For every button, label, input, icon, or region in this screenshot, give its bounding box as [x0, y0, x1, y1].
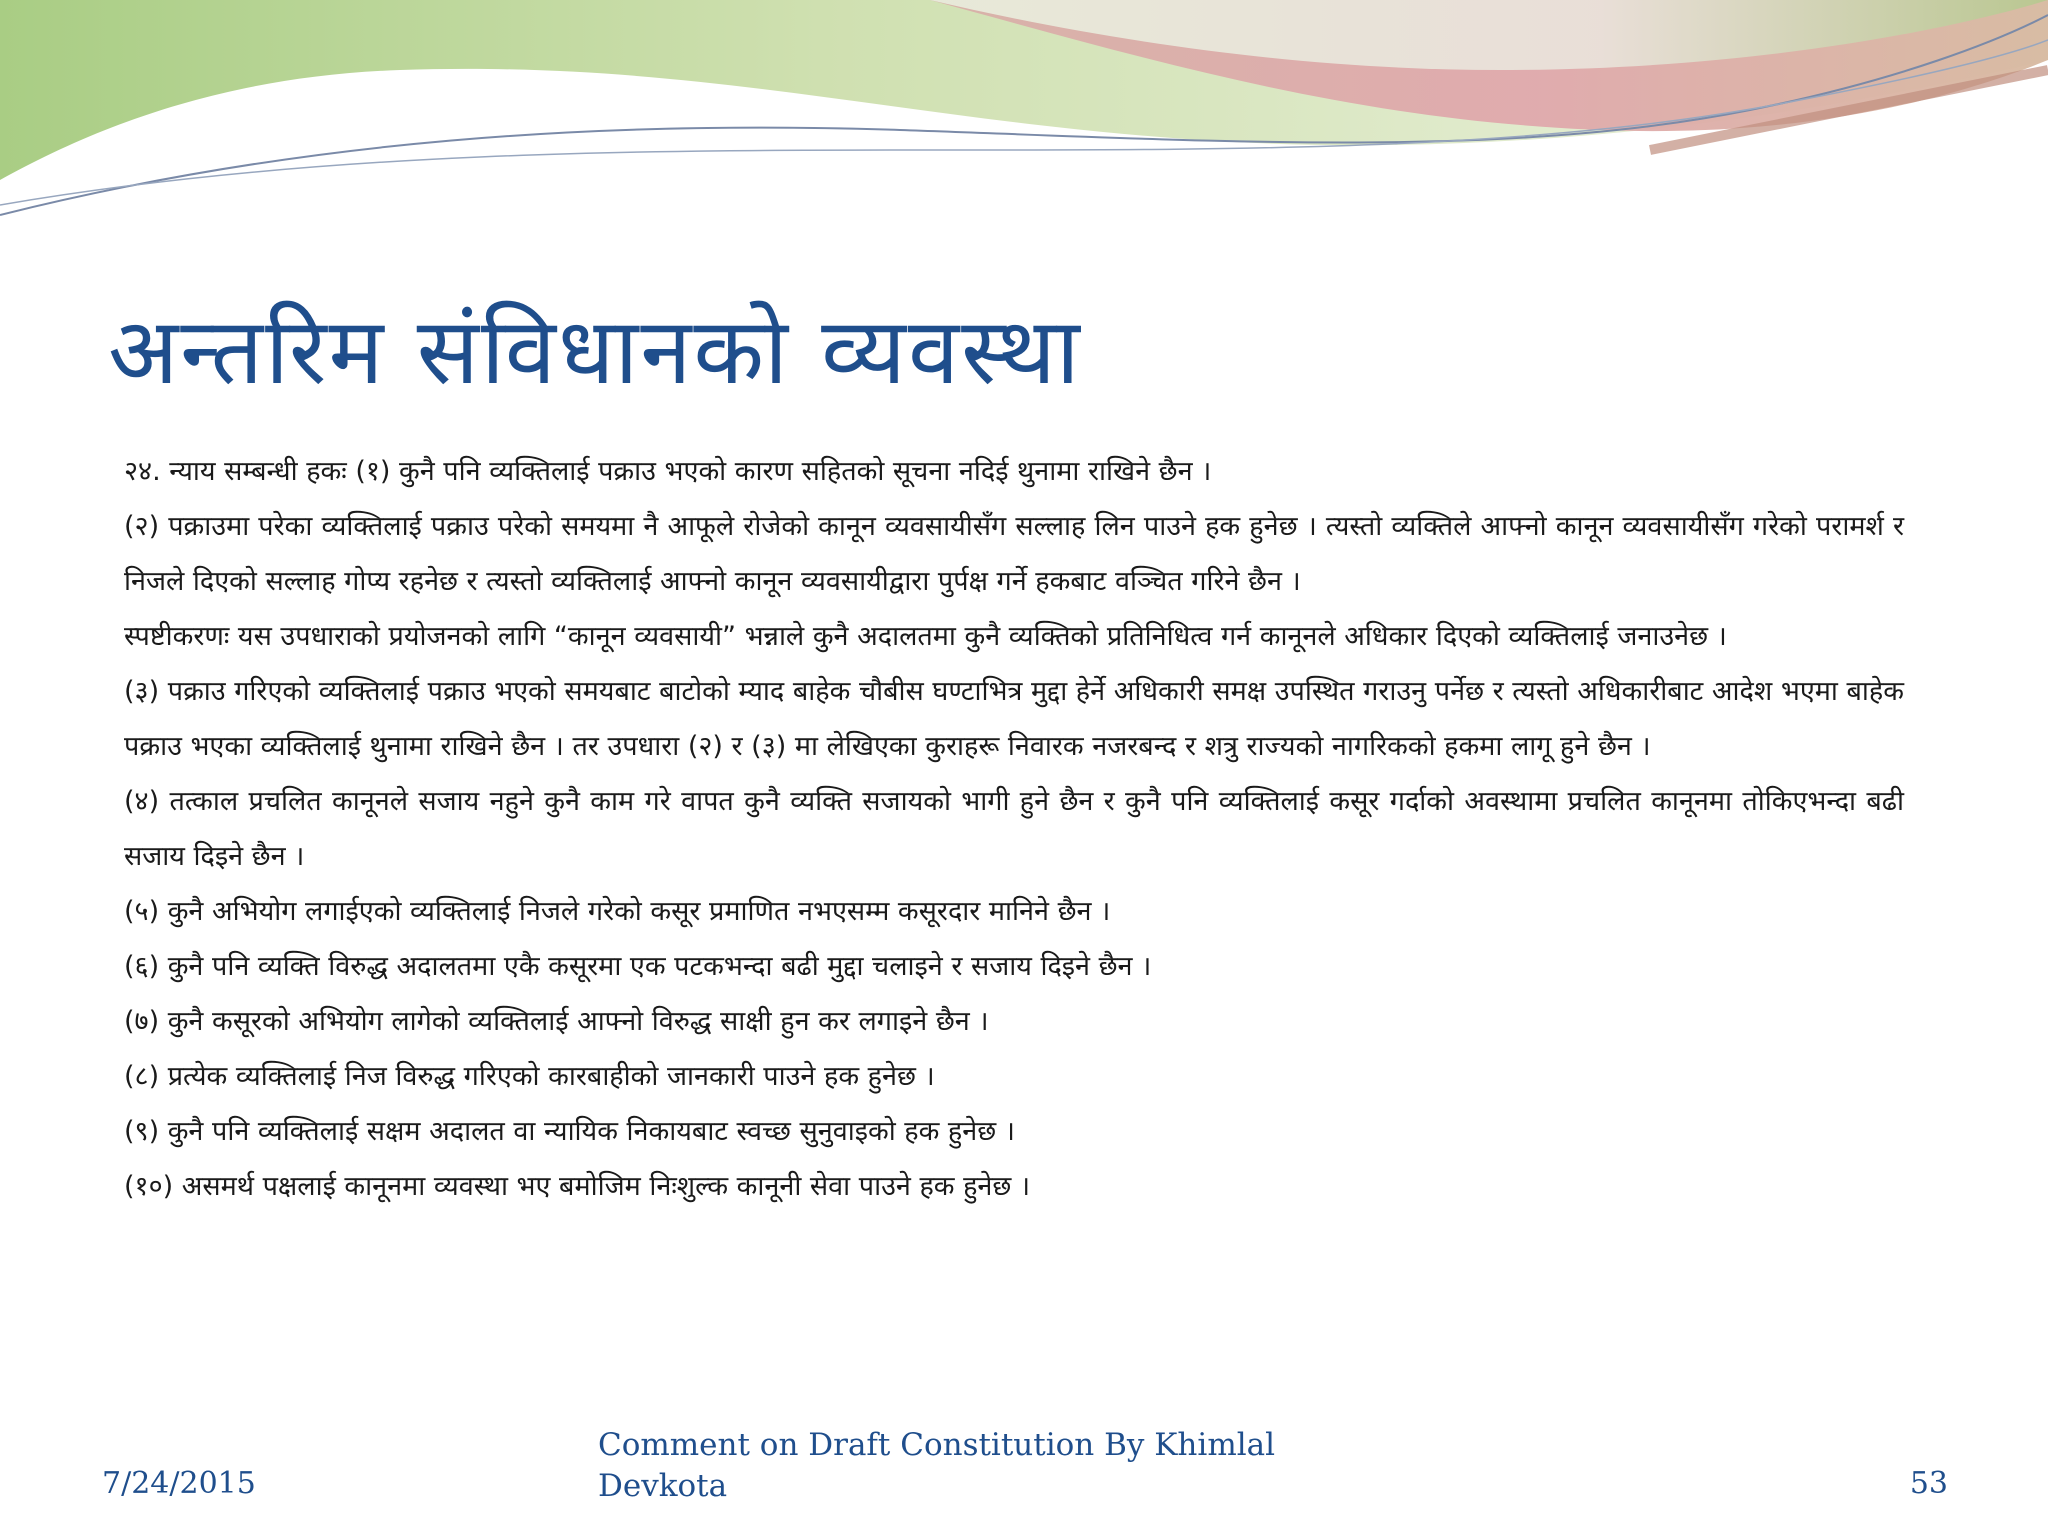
paragraph-clause-8: (८) प्रत्येक व्यक्तिलाई निज विरुद्ध गरिएको कारबाहीको जानकारी पाउने हक हुनेछ ।	[124, 1061, 935, 1092]
paragraph-clause-7: (७) कुनै कसूरको अभियोग लागेको व्यक्तिलाई आफ्नो विरुद्ध साक्षी हुन कर लगाइने छैन ।	[124, 1006, 989, 1037]
paragraph-clause-2: (२) पक्राउमा परेका व्यक्तिलाई पक्राउ परेको समयमा नै आफूले रोजेको कानून व्यवसायीसँग सल्लाह लिन पाउने हक हुनेछ । त्यस्तो व्यक्तिले आफ्नो कानून व्यवसायीसँग गरेको परामर्श र निजले दिएको सल्लाह गोप्य रहनेछ र त्यस्तो व्यक्तिलाई आफ्नो कानून व्यवसायीद्वारा पुर्पक्ष गर्ने हकबाट वञ्चित गरिने छैन ।	[124, 511, 1904, 597]
paragraph-clause-10: (१०) असमर्थ पक्षलाई कानूनमा व्यवस्था भए बमोजिम निःशुल्क कानूनी सेवा पाउने हक हुनेछ ।	[124, 1171, 1031, 1202]
paragraph-clause-9: (९) कुनै पनि व्यक्तिलाई सक्षम अदालत वा न्यायिक निकायबाट स्वच्छ सुनुवाइको हक हुनेछ ।	[124, 1116, 1015, 1147]
paragraph-clause-4: (४) तत्काल प्रचलित कानूनले सजाय नहुने कुनै काम गरे वापत कुनै व्यक्ति सजायको भागी हुने छैन र कुनै पनि व्यक्तिलाई कसूर गर्दाको अवस्थामा प्रचलित कानूनमा तोकिएभन्दा बढी सजाय दिइने छैन ।	[124, 786, 1904, 872]
decorative-wave-banner	[0, 0, 2048, 240]
paragraph-clause-5: (५) कुनै अभियोग लगाईएको व्यक्तिलाई निजले गरेको कसूर प्रमाणित नभएसम्म कसूरदार मानिने छैन ।	[124, 896, 1111, 927]
footer-date: 7/24/2015	[102, 1466, 256, 1501]
footer-credit: Comment on Draft Constitution By Khimlal Devkota	[598, 1427, 1276, 1504]
paragraph-article-24-1: २४. न्याय सम्बन्धी हकः (१) कुनै पनि व्यक्तिलाई पक्राउ भएको कारण सहितको सूचना नदिई थुनामा राखिने छैन ।	[124, 456, 1212, 487]
slide-title: अन्तरिम संविधानको व्यवस्था	[108, 298, 1082, 405]
paragraph-clause-3: (३) पक्राउ गरिएको व्यक्तिलाई पक्राउ भएको समयबाट बाटोको म्याद बाहेक चौबीस घण्टाभित्र मुद्दा हेर्ने अधिकारी समक्ष उपस्थित गराउनु पर्नेछ र त्यस्तो अधिकारीबाट आदेश भएमा बाहेक पक्राउ भएका व्यक्तिलाई थुनामा राखिने छैन । तर उपधारा (२) र (३) मा लेखिएका कुराहरू निवारक नजरबन्द र शत्रु राज्यको नागरिकको हकमा लागू हुने छैन ।	[124, 676, 1904, 762]
slide-body	[124, 444, 1904, 1214]
page-number: 53	[1909, 1466, 1948, 1501]
paragraph-explanation: स्पष्टीकरणः यस उपधाराको प्रयोजनको लागि “कानून व्यवसायी” भन्नाले कुनै अदालतमा कुनै व्यक्तिको प्रतिनिधित्व गर्न कानूनले अधिकार दिएको व्यक्तिलाई जनाउनेछ ।	[124, 621, 1727, 652]
paragraph-clause-6: (६) कुनै पनि व्यक्ति विरुद्ध अदालतमा एकै कसूरमा एक पटकभन्दा बढी मुद्दा चलाइने र सजाय दिइने छैन ।	[124, 951, 1152, 982]
